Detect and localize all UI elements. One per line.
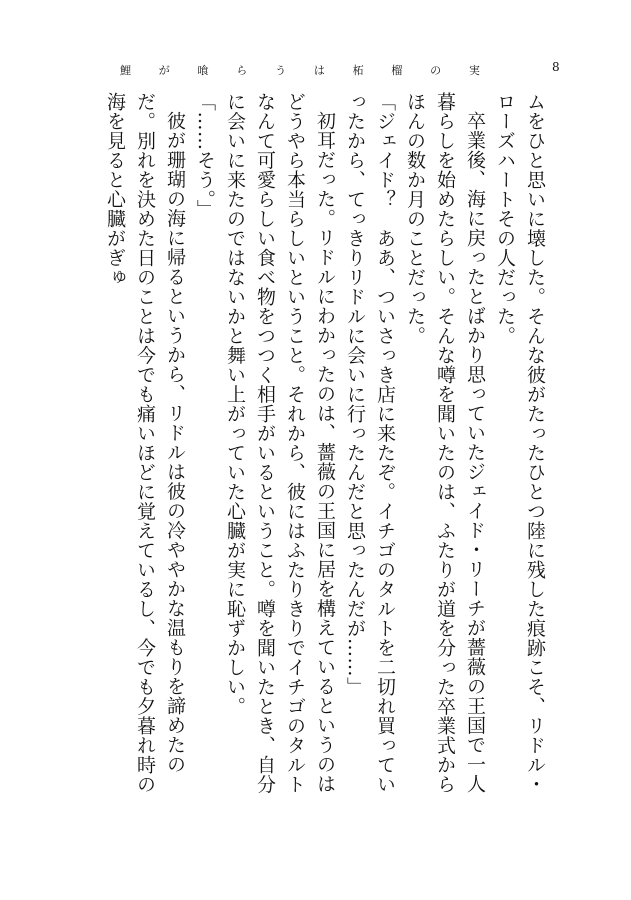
running-header-char: う — [275, 64, 287, 77]
dialogue-paragraph: 「ジェイド？ ああ、ついさっき店に来たぞ。イチゴのタルトを二切れ買っていったから、てっきりリドルに会いに行ったんだと思ったんだが……」 — [344, 92, 396, 794]
dialogue-paragraph: 「……そう。」 — [194, 92, 216, 219]
paragraph: 卒業後、海に戻ったとばかり思っていたジェイド・リーチが薔薇の王国で一人暮らしを始めたらしい。そんな噂を聞いたのは、ふたりが道を分った卒業式からほんの数か月のことだった。 — [404, 92, 486, 794]
running-header-char: の — [430, 64, 442, 77]
running-header-char: は — [313, 64, 325, 77]
running-header-char: が — [158, 64, 170, 77]
vertical-body-text — [100, 92, 550, 802]
running-header — [120, 62, 480, 78]
paragraph: 彼が珊瑚の海に帰るというから、リドルは彼の冷ややかな温もりを諦めたのだ。別れを決めた日のことは今でも痛いほどに覚えているし、今でも夕暮れ時の海を見ると心臓がぎゅ — [104, 92, 186, 794]
running-header-char: 柘 — [352, 64, 364, 77]
page-number: 8 — [552, 60, 560, 74]
running-header-char: 喰 — [197, 64, 209, 77]
running-header-char: ら — [236, 64, 248, 77]
paragraph: 初耳だった。リドルにわかったのは、薔薇の王国に居を構えているというのはどうやら本当らしいということ。それから、彼にはふたりきりでイチゴのタルトなんて可愛らしい食べ物をつつく相手がいるということ。噂を聞いたとき、自分に会いに来たのではないかと舞い上がっていた心臓が実に恥ずかしい。 — [224, 92, 336, 794]
paragraph: ムをひと思いに壊した。そんな彼がたったひとつ陸に残した痕跡こそ、リドル・ローズハートその人だった。 — [494, 92, 546, 794]
running-header-char: 鯉 — [120, 64, 131, 77]
running-header-char: 榴 — [391, 64, 403, 77]
running-header-char: 実 — [468, 64, 480, 77]
